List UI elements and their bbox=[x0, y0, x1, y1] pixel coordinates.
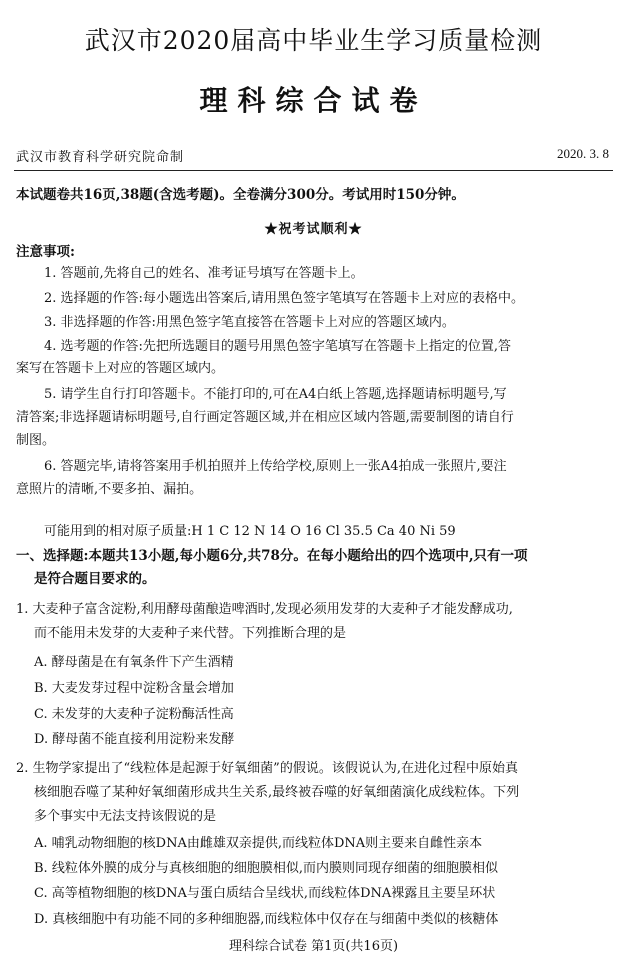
good-luck-motto: ★祝考试顺利★ bbox=[264, 222, 363, 237]
exam-subtitle: 理科综合试卷 bbox=[199, 84, 428, 117]
question-2-option-b: B. 线粒体外膜的成分与真核细胞的细胞膜相似,而内膜则同现存细菌的细胞膜相似 bbox=[34, 861, 498, 876]
notice-line: 4. 选考题的作答:先把所选题目的题号用黑色签字笔填写在答题卡上指定的位置,答 bbox=[44, 339, 512, 354]
notice-line: 清答案;非选择题请标明题号,自行画定答题区域,并在相应区域内答题,需要制图的请自行 bbox=[16, 410, 514, 425]
notice-line: 制图。 bbox=[16, 433, 56, 448]
notice-heading: 注意事项: bbox=[16, 244, 75, 260]
notice-line: 3. 非选择题的作答:用黑色签字笔直接答在答题卡上对应的答题区域内。 bbox=[44, 315, 455, 330]
notice-line: 1. 答题前,先将自己的姓名、准考证号填写在答题卡上。 bbox=[44, 266, 364, 281]
question-1-option-d: D. 酵母菌不能直接利用淀粉来发酵 bbox=[34, 732, 235, 747]
question-1-stem-cont: 而不能用未发芽的大麦种子来代替。下列推断合理的是 bbox=[34, 626, 347, 641]
question-2-option-d: D. 真核细胞中有功能不同的多种细胞器,而线粒体中仅存在与细菌中类似的核糖体 bbox=[34, 912, 499, 927]
question-1-option-a: A. 酵母菌是在有氧条件下产生酒精 bbox=[34, 655, 234, 670]
atomic-masses: 可能用到的相对原子质量:H 1 C 12 N 14 O 16 Cl 35.5 Ca 40 Ni 59 bbox=[44, 524, 456, 539]
exam-date: 2020. 3. 8 bbox=[557, 146, 609, 161]
notice-line: 5. 请学生自行打印答题卡。不能打印的,可在A4白纸上答题,选择题请标明题号,写 bbox=[44, 387, 507, 402]
issuing-authority: 武汉市教育科学研究院命制 bbox=[16, 150, 185, 165]
notice-line: 案写在答题卡上对应的答题区域内。 bbox=[16, 361, 225, 376]
header-divider bbox=[14, 170, 613, 171]
question-2-stem-cont: 多个事实中无法支持该假说的是 bbox=[34, 809, 217, 824]
question-1-option-c: C. 未发芽的大麦种子淀粉酶活性高 bbox=[34, 707, 234, 722]
notice-line: 2. 选择题的作答:每小题选出答案后,请用黑色签字笔填写在答题卡上对应的表格中。 bbox=[44, 291, 525, 306]
page-footer: 理科综合试卷 第1页(共16页) bbox=[228, 939, 399, 954]
exam-title: 武汉市2020届高中毕业生学习质量检测 bbox=[84, 26, 543, 55]
notice-line: 意照片的清晰,不要多拍、漏拍。 bbox=[16, 482, 203, 497]
exam-summary: 本试题卷共16页,38题(含选考题)。全卷满分300分。考试用时150分钟。 bbox=[16, 187, 465, 203]
question-1-option-b: B. 大麦发芽过程中淀粉含量会增加 bbox=[34, 681, 234, 696]
question-2-option-c: C. 高等植物细胞的核DNA与蛋白质结合呈线状,而线粒体DNA裸露且主要呈环状 bbox=[34, 886, 496, 901]
question-2-stem: 2. 生物学家提出了“线粒体是起源于好氧细菌”的假说。该假说认为,在进化过程中原始真 bbox=[16, 761, 518, 776]
section-heading: 一、选择题:本题共13小题,每小题6分,共78分。在每小题给出的四个选项中,只有一项 bbox=[16, 548, 528, 564]
section-heading-cont: 是符合题目要求的。 bbox=[34, 571, 156, 587]
question-2-stem-cont: 核细胞吞噬了某种好氧细菌形成共生关系,最终被吞噬的好氧细菌演化成线粒体。下列 bbox=[34, 785, 520, 800]
notice-line: 6. 答题完毕,请将答案用手机拍照并上传给学校,原则上一张A4拍成一张照片,要注 bbox=[44, 459, 507, 474]
question-2-option-a: A. 哺乳动物细胞的核DNA由雌雄双亲提供,而线粒体DNA则主要来自雌性亲本 bbox=[34, 836, 483, 851]
question-1-stem: 1. 大麦种子富含淀粉,利用酵母菌酿造啤酒时,发现必须用发芽的大麦种子才能发酵成功, bbox=[16, 602, 513, 617]
